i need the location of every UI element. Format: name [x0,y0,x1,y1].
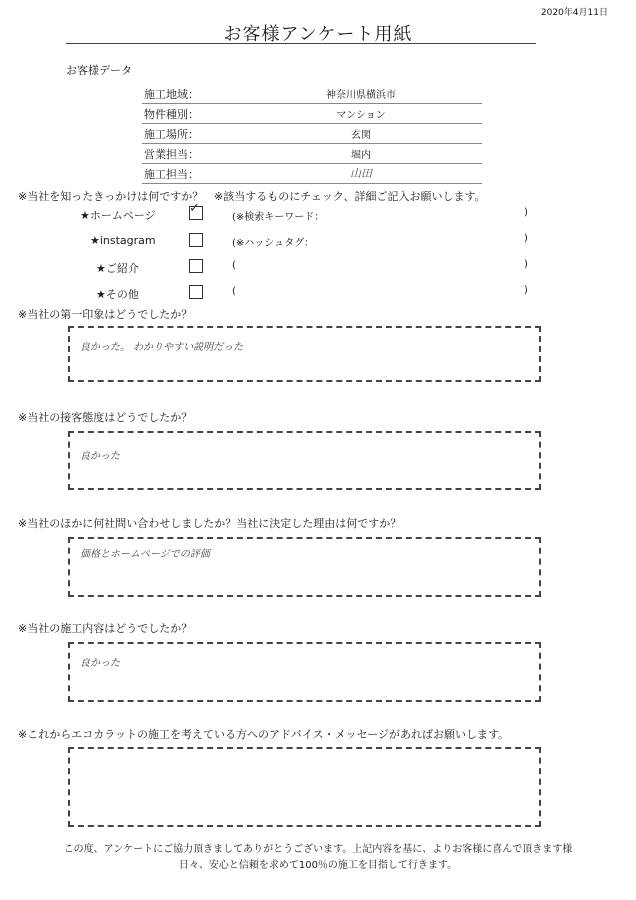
detail-other: ( [232,286,236,297]
option-label-other: ★その他 [96,288,139,301]
answer-box-work-quality[interactable] [68,642,541,702]
info-row-area [142,84,482,104]
handwritten-answer: 良かった。 わかりやすい説明だった [80,342,244,353]
footer-message-line-2: 日々、安心と信頼を求めて100％の施工を目指して行きます。 [178,860,458,871]
info-value: 神奈川県横浜市 [326,90,396,101]
question-1-note: ※該当するものにチェック、詳細ご記入お願いします。 [214,190,486,203]
detail-hashtag: (※ハッシュタグ： [232,238,315,249]
page-title: お客様アンケート用紙 [223,24,413,45]
option-label-instagram: ★instagram [90,234,156,247]
handwritten-answer: 良かった [80,451,120,462]
info-row-sales [142,144,482,164]
option-label-homepage: ★ホームページ [80,209,156,222]
question-6: ※これからエコカラットの施工を考えている方へのアドバイス・メッセージがあればお願いします。 [18,728,510,741]
info-value: マンション [336,110,386,121]
detail-close-paren: ) [524,259,528,270]
answer-box-first-impression[interactable] [68,326,541,382]
answer-box-advice-message[interactable] [68,747,541,827]
info-row-installer [142,164,482,184]
customer-data-label: お客様データ [66,64,132,77]
check-mark-icon: ✓ [189,201,200,216]
survey-date: 2020年4月11日 [540,8,608,18]
info-label: 施工地域： [144,88,199,101]
footer-message-line-1: この度、アンケートにご協力頂きましてありがとうございます。上記内容を基に、よりお客様に喜んで頂きます様 [63,844,573,855]
info-value: 堀内 [351,150,371,161]
info-value: 玄関 [351,130,371,141]
checkbox-homepage[interactable] [189,201,203,220]
info-row-location [142,124,482,144]
handwritten-answer: 価格とホームページでの評価 [80,549,210,560]
checkbox-referral[interactable] [189,259,203,273]
question-2: ※当社の第一印象はどうでしたか？ [18,308,193,321]
info-label: 施工担当： [144,168,199,181]
detail-close-paren: ) [524,207,528,218]
answer-box-decision-reason[interactable] [68,537,541,597]
question-4: ※当社のほかに何社問い合わせしましたか？当社に決定した理由は何ですか？ [18,517,402,530]
info-value-handwritten: 山田 [350,167,372,180]
checkbox-other[interactable] [189,285,203,299]
question-5: ※当社の施工内容はどうでしたか？ [18,622,193,635]
info-label: 物件種別： [144,108,199,121]
info-label: 施工場所： [144,128,199,141]
customer-info-table [142,84,482,184]
info-label: 営業担当： [144,148,199,161]
title-divider [66,43,536,44]
checkbox-instagram[interactable] [189,233,203,247]
detail-referral: ( [232,260,236,271]
question-1: ※当社を知ったきっかけは何ですか？ [18,190,204,203]
answer-box-service-attitude[interactable] [68,431,541,490]
question-3: ※当社の接客態度はどうでしたか？ [18,411,193,424]
detail-close-paren: ) [524,285,528,296]
detail-close-paren: ) [524,233,528,244]
detail-search-keyword: (※検索キーワード： [232,212,325,223]
info-row-property-type [142,104,482,124]
handwritten-answer: 良かった [80,658,120,669]
option-label-referral: ★ご紹介 [96,262,139,275]
